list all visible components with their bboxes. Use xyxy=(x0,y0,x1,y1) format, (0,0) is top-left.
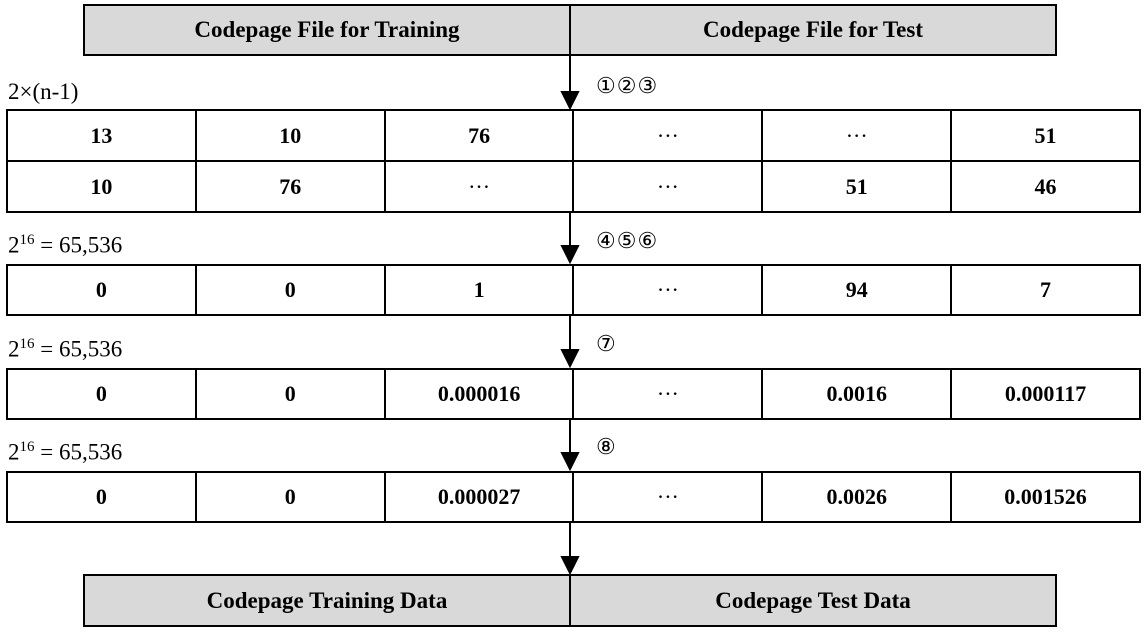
stage4-c3: 0.000027 xyxy=(386,473,575,521)
stage2-c5: 94 xyxy=(763,266,952,314)
stage2-side-rest: = 65,536 xyxy=(34,232,123,258)
top-header-box xyxy=(83,4,1057,56)
stage2-row xyxy=(6,264,1141,316)
arrow-5-head xyxy=(562,557,578,573)
stage2-c2: 0 xyxy=(197,266,386,314)
stage4-side-label xyxy=(8,439,122,466)
stage2-c3: 1 xyxy=(386,266,575,314)
stage1-grid xyxy=(6,109,1141,213)
codepage-training-data-header: Codepage Training Data xyxy=(85,576,571,625)
stage1-side-label: 2×(n-1) xyxy=(8,79,79,104)
stage4-side-exp: 16 xyxy=(19,439,35,455)
arrow-3-head xyxy=(562,350,578,366)
stage3-side-exp: 16 xyxy=(19,336,35,352)
stage2-side-label xyxy=(8,232,122,259)
stage2-c4: ··· xyxy=(574,266,763,314)
stage3-side-label xyxy=(8,336,122,363)
stage1-r1-c6: 51 xyxy=(1034,122,1057,148)
stage2-side-base: 2 xyxy=(8,232,20,258)
stage4-c4: ··· xyxy=(574,473,763,521)
stage1-r2-c1: 10 xyxy=(8,162,197,211)
stage2-c1: 0 xyxy=(8,266,197,314)
stage1-r2-c2: 76 xyxy=(197,162,386,211)
stage1-r1-c2: 10 xyxy=(197,111,386,160)
stage3-c4: ··· xyxy=(574,370,763,418)
stage1-r1-c1: 13 xyxy=(8,111,197,160)
bottom-header-box xyxy=(83,574,1057,627)
stage4-step-label: ⑧ xyxy=(596,434,617,459)
arrow-1-head xyxy=(562,92,578,108)
stage2-side-exp: 16 xyxy=(19,232,35,248)
stage4-c5: 0.0026 xyxy=(763,473,952,521)
stage1-r2-c4: ··· xyxy=(574,162,763,211)
stage1-r2-c3: ··· xyxy=(386,162,575,211)
stage4-row xyxy=(6,471,1141,523)
codepage-test-data-header: Codepage Test Data xyxy=(715,587,911,613)
codepage-file-training-header: Codepage File for Training xyxy=(85,6,571,54)
stage3-c3: 0.000016 xyxy=(386,370,575,418)
stage1-r1-c3: 76 xyxy=(386,111,575,160)
stage3-side-rest: = 65,536 xyxy=(34,336,123,362)
stage2-c6: 7 xyxy=(1040,277,1052,302)
stage1-r1-c4: ··· xyxy=(574,111,763,160)
stage1-row-1 xyxy=(8,111,1139,162)
codepage-file-test-header: Codepage File for Test xyxy=(703,17,923,42)
stage3-c6: 0.000117 xyxy=(1004,381,1087,406)
stage1-r2-c5: 51 xyxy=(763,162,952,211)
stage4-side-rest: = 65,536 xyxy=(34,439,123,465)
stage4-c1: 0 xyxy=(8,473,197,521)
stage3-row xyxy=(6,368,1141,420)
stage4-c2: 0 xyxy=(197,473,386,521)
stage1-step-label: ①②③ xyxy=(596,73,659,98)
stage1-row-2 xyxy=(8,162,1139,211)
stage3-c1: 0 xyxy=(8,370,197,418)
arrow-2-head xyxy=(562,246,578,262)
stage3-step-label: ⑦ xyxy=(596,331,617,356)
stage2-step-label: ④⑤⑥ xyxy=(596,228,659,253)
stage3-c2: 0 xyxy=(197,370,386,418)
stage1-r2-c6: 46 xyxy=(1034,173,1057,199)
stage3-c5: 0.0016 xyxy=(763,370,952,418)
stage1-r1-c5: ··· xyxy=(763,111,952,160)
stage4-c6: 0.001526 xyxy=(1004,484,1087,509)
stage4-side-base: 2 xyxy=(8,439,20,465)
arrow-4-head xyxy=(562,453,578,469)
stage3-side-base: 2 xyxy=(8,336,20,362)
